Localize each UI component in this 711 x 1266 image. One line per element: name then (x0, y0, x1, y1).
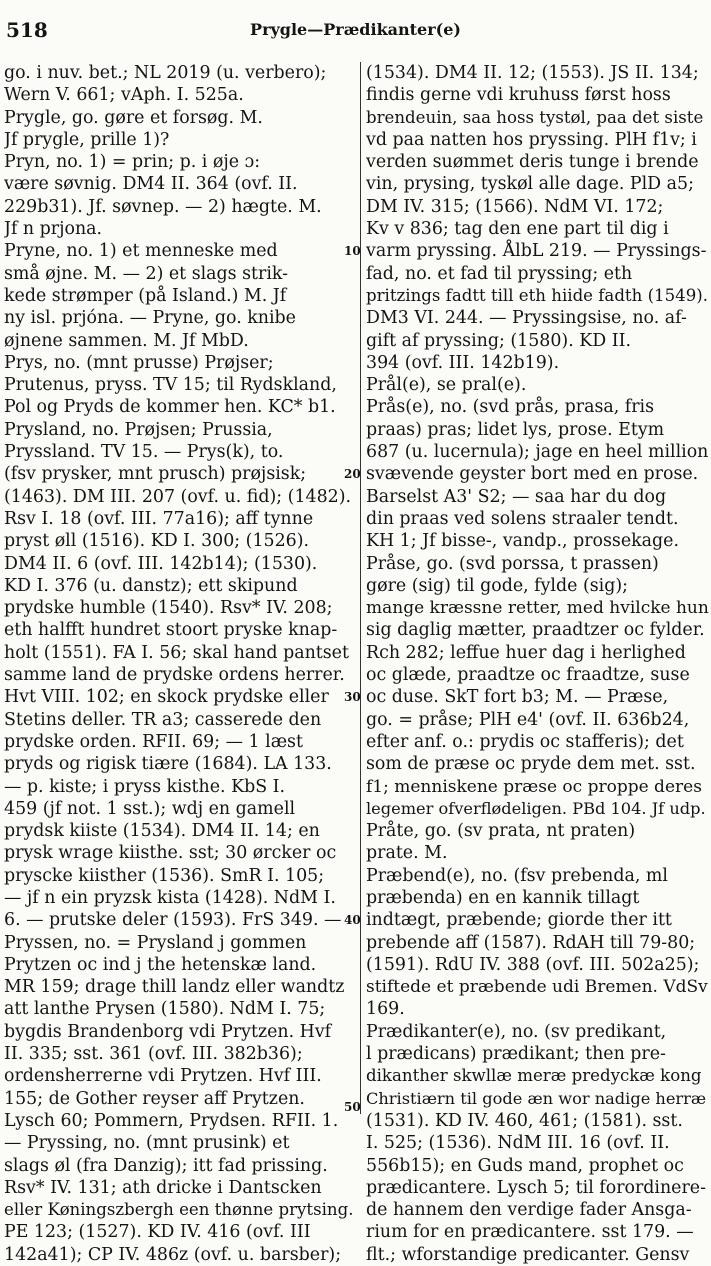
text-line: prysk wrage kiisthe. sst; 30 ørcker oc (4, 843, 337, 864)
text-line: Prys, no. (mnt prusse) Prøjser; (4, 352, 274, 373)
text-line: (1531). KD IV. 460, 461; (1581). sst. (366, 1110, 683, 1131)
text-line: fad, no. et fad til pryssing; eth (366, 263, 633, 284)
text-line: findis gerne vdi kruhuss først hoss (366, 85, 671, 106)
text-line: Prædikanter(e), no. (sv predikant, (366, 1021, 667, 1042)
text-line: 155; de Gother reyser aff Prytzen. (4, 1088, 305, 1109)
text-line: f1; menniskene præse oc proppe deres (366, 776, 702, 797)
text-line: — jf n ein pryzsk kista (1428). NdM I. (4, 887, 336, 908)
text-line: 6. — prutske deler (1593). FrS 349. — (4, 910, 342, 931)
running-head: Prygle—Prædikanter(e) (250, 20, 461, 39)
text-line: prydske orden. RFII. 69; — 1 læst (4, 731, 303, 752)
text-line: prebende aff (1587). RdAH till 79-80; (366, 932, 696, 953)
text-line: Prål(e), se pral(e). (366, 375, 527, 396)
text-line: Rsv* IV. 131; ath dricke i Dantscken (4, 1177, 322, 1198)
text-line: MR 159; drage thill landz eller wandtz (4, 977, 345, 998)
text-line: Prås(e), no. (svd prås, prasa, fris (366, 397, 655, 418)
text-line: — p. kiste; i pryss kisthe. KbS I. (4, 776, 286, 797)
text-line: eth halfft hundret stoort pryske knap- (4, 620, 338, 641)
text-line: pritzings fadtt till eth hiide fadth (1549). (366, 285, 709, 305)
page-number: 518 (6, 18, 48, 42)
text-line: go. = pråse; PlH e4' (ovf. II. 636b24, (366, 709, 690, 730)
text-line: 142a41); CP IV. 486z (ovf. u. barsber); (4, 1244, 342, 1265)
text-line: (1534). DM4 II. 12; (1553). JS II. 134; (366, 63, 699, 83)
text-line: brendeuin, saa hoss tystøl, paa det siste (366, 107, 704, 127)
line-marker-20: 20 (344, 467, 361, 481)
text-line: (1591). RdU IV. 388 (ovf. III. 502a25); (366, 954, 700, 975)
text-line: DM3 VI. 244. — Pryssingsise, no. af- (366, 308, 687, 329)
text-line: oc duse. SkT fort b3; M. — Præse, (366, 687, 669, 708)
text-line: små øjne. M. — 2) et slags strik- (4, 263, 289, 284)
text-line: 169. (366, 999, 405, 1020)
text-line: Pråte, go. (sv prata, nt praten) (366, 821, 636, 842)
text-line: prydske humble (1540). Rsv* IV. 208; (4, 598, 333, 619)
text-line: holt (1551). FA I. 56; skal hand pantset (4, 642, 349, 663)
text-line: mange kræssne retter, med hvilcke hun (366, 598, 709, 619)
text-line: Barselst A3' S2; — saa har du dog (366, 486, 667, 507)
text-line: slags øl (fra Danzig); itt fad prissing. (4, 1155, 328, 1176)
text-line: Pryssland. TV 15. — Prys(k), to. (4, 442, 284, 463)
text-line: Lysch 60; Pommern, Prydsen. RFII. 1. (4, 1110, 339, 1131)
line-marker-50: 50 (344, 1100, 361, 1114)
text-line: vin, prysing, tyskøl alle dage. PlD a5; (366, 174, 694, 195)
text-line: Pryne, no. 1) et menneske med (4, 241, 278, 262)
text-line: 687 (u. lucernula); jage en heel million (366, 442, 709, 463)
text-line: Rsv I. 18 (ovf. III. 77a16); aff tynne (4, 508, 314, 529)
text-line: ordensherrerne vdi Prytzen. Hvf III. (4, 1066, 322, 1087)
text-line: prædicantere. Lysch 5; til forordinere- (366, 1177, 706, 1198)
text-line: Prysland, no. Prøjsen; Prussia, (4, 419, 273, 440)
text-line: sig daglig mætter, praadtzer oc fylder. (366, 620, 705, 641)
text-line: vd paa natten hos pryssing. PlH f1v; i (366, 129, 697, 150)
text-line: kede strømper (på Island.) M. Jf (4, 285, 287, 306)
text-line: DM4 II. 6 (ovf. III. 142b14); (1530). (4, 553, 318, 574)
text-line: som de præse oc pryde dem met. sst. (366, 754, 696, 775)
text-line: 229b31). Jf. søvnep. — 2) hægte. M. (4, 196, 322, 217)
text-line: Hvt VIII. 102; en skock prydske eller (4, 687, 329, 708)
text-line: verden suømmet deris tunge i brende (366, 152, 699, 173)
text-line: pryds og rigisk tiære (1684). LA 133. (4, 754, 332, 775)
left-column (4, 62, 357, 1266)
text-line: prydsk kiiste (1534). DM4 II. 14; en (4, 821, 320, 842)
text-line: 459 (jf not. 1 sst.); wdj en gamell (4, 798, 296, 819)
text-line: legemer ofverflødeligen. PBd 104. Jf udp. (366, 798, 706, 818)
text-line: Pråse, go. (svd porssa, t prassen) (366, 553, 659, 574)
text-line: oc glæde, praadtze oc fraadtze, suse (366, 665, 690, 686)
text-line: go. i nuv. bet.; NL 2019 (u. verbero); (4, 63, 327, 83)
text-line: flt.; wforstandige predicanter. Gensv (366, 1244, 690, 1265)
text-line: prate. M. (366, 843, 448, 864)
text-line: eller Køningszbergh een thønne prytsing. (4, 1200, 354, 1220)
text-line: de hannem den verdige fader Ansga- (366, 1200, 692, 1221)
text-line: att lanthe Prysen (1580). NdM I. 75; (4, 999, 326, 1020)
text-line: Pryn, no. 1) = prin; p. i øje ɔ: (4, 152, 261, 173)
text-line: din praas ved solens straaler tendt. (366, 508, 679, 529)
text-line: Wern V. 661; vAph. I. 525a. (4, 85, 244, 106)
text-line: være søvnig. DM4 II. 364 (ovf. II. (4, 174, 298, 195)
text-line: varm pryssing. ÅlbL 219. — Pryssings- (366, 241, 707, 262)
text-line: I. 525; (1536). NdM III. 16 (ovf. II. (366, 1133, 670, 1154)
text-line: ny isl. prjóna. — Pryne, go. knibe (4, 308, 296, 329)
line-marker-30: 30 (344, 690, 361, 704)
line-marker-40: 40 (344, 913, 361, 927)
text-line: Pol og Pryds de kommer hen. KC* b1. (4, 397, 336, 418)
text-line: KD I. 376 (u. danstz); ett skipund (4, 575, 298, 596)
text-line: Jf prygle, prille 1)? (4, 129, 170, 150)
text-line: (1463). DM III. 207 (ovf. u. fid); (1482). (4, 486, 352, 507)
text-line: rium for en prædicantere. sst 179. — (366, 1222, 694, 1243)
text-line: praas) pras; lidet lys, prose. Etym (366, 419, 665, 440)
text-line: Jf n prjona. (4, 219, 103, 240)
text-line: prysckе kiisther (1536). SmR I. 105; (4, 865, 325, 886)
text-line: Kv v 836; tag den ene part til dig i (366, 219, 669, 240)
text-line: l prædicans) prædikant; then pre- (366, 1044, 666, 1065)
text-line: stiftede et præbende udi Bremen. VdSv (366, 977, 708, 998)
line-marker-10: 10 (344, 244, 361, 258)
text-line: indtægt, præbende; giorde ther itt (366, 910, 672, 931)
text-line: Pryssen, no. = Prysland j gommen (4, 932, 307, 953)
text-line: gift af pryssing; (1580). KD II. (366, 330, 631, 351)
text-line: præbenda) en en kannik tillagt (366, 887, 640, 908)
text-line: dikanther skwllæ meræ predyckæ kong (366, 1066, 702, 1086)
text-line: PE 123; (1527). KD IV. 416 (ovf. III (4, 1222, 311, 1243)
text-line: KH 1; Jf bisse-, vandp., prossekage. (366, 531, 679, 552)
text-line: Prytzen oc ind j the hetenskæ land. (4, 954, 317, 975)
text-line: (fsv prysker, mnt prusch) prøjsisk; (4, 464, 307, 485)
text-line: DM IV. 315; (1566). NdM VI. 172; (366, 196, 664, 217)
text-line: Rch 282; leffue huer dag i herlighed (366, 642, 686, 663)
column-divider (360, 62, 361, 1114)
text-line: øjnene sammen. M. Jf MbD. (4, 330, 249, 351)
text-line: 556b15); en Guds mand, prophet oc (366, 1155, 684, 1176)
right-column (366, 62, 709, 1266)
text-line: Stetins deller. TR a3; casserede den (4, 709, 322, 730)
text-line: Prutenus, pryss. TV 15; til Rydskland, (4, 375, 337, 396)
text-line: Christiærn til gode æn wor nadige herræ (366, 1088, 707, 1108)
text-line: Prygle, go. gøre et forsøg. M. (4, 107, 263, 128)
text-line: samme land de prydske ordens herrer. (4, 665, 345, 686)
text-line: svævende geyster bort med en prose. (366, 464, 699, 485)
text-line: gøre (sig) til gode, fylde (sig); (366, 575, 628, 596)
text-line: — Pryssing, no. (mnt prusink) et (4, 1133, 290, 1154)
text-line: II. 335; sst. 361 (ovf. III. 382b36); (4, 1044, 303, 1065)
text-line: 394 (ovf. III. 142b19). (366, 352, 560, 373)
text-line: efter anf. o.: prydis oc stafferis); det (366, 731, 684, 752)
text-line: bygdis Brandenborg vdi Prytzen. Hvf (4, 1021, 332, 1042)
text-line: pryst øll (1516). KD I. 300; (1526). (4, 531, 310, 552)
text-line: Præbend(e), no. (fsv prebenda, ml (366, 865, 668, 886)
